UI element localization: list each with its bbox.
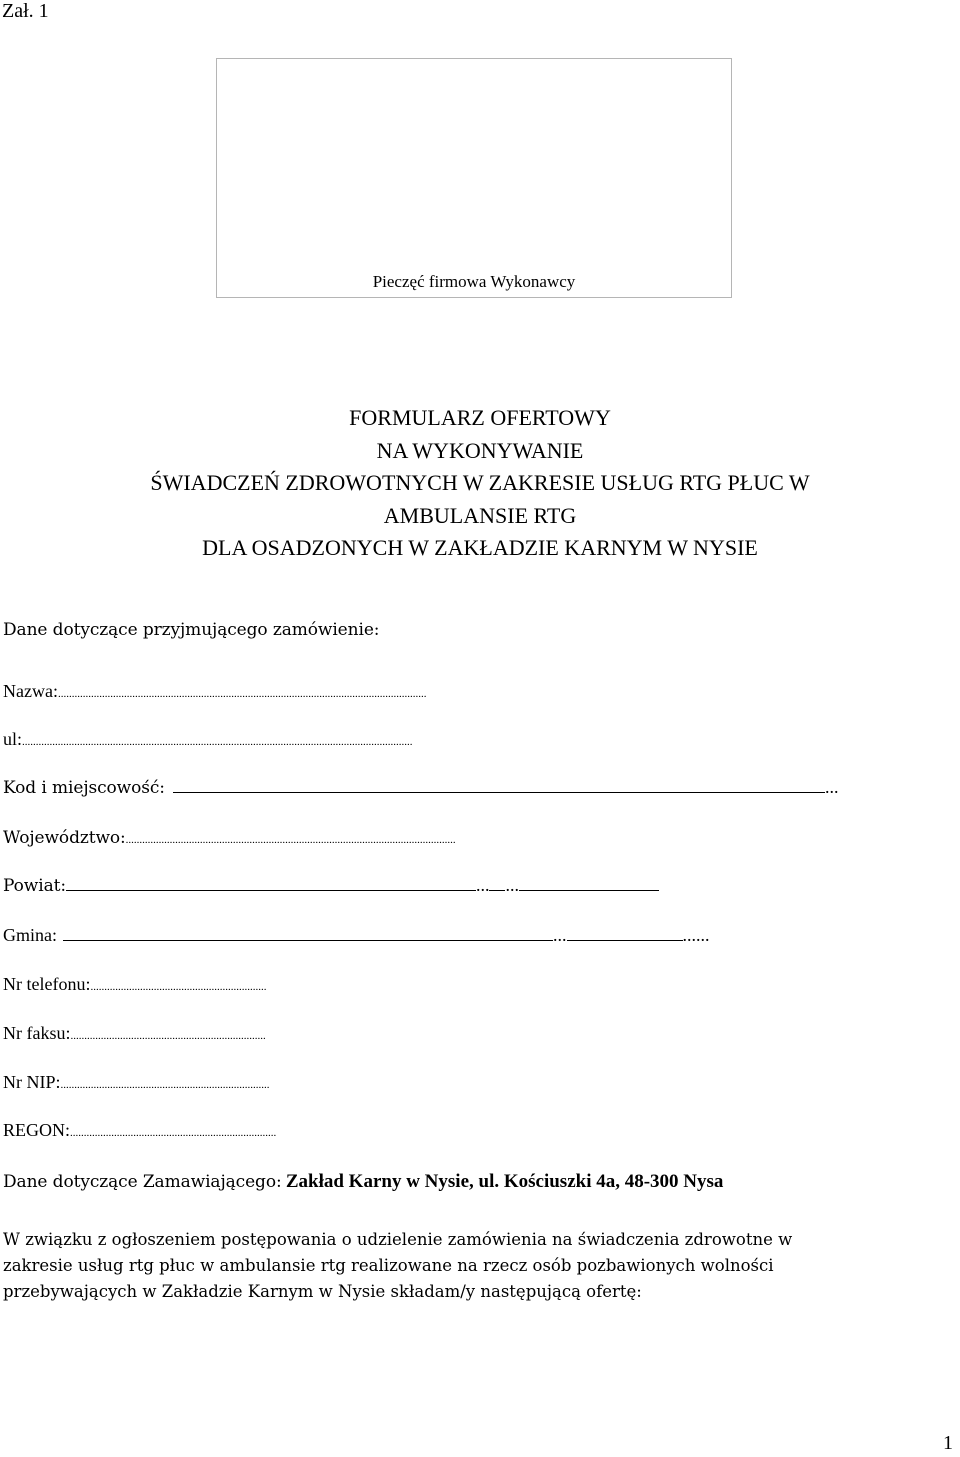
field-phone[interactable]: [3, 973, 266, 998]
title-line: AMBULANSIE RTG: [383, 502, 577, 528]
ordering-party: [3, 1171, 723, 1193]
field-nip[interactable]: [3, 1071, 270, 1096]
company-stamp-box: [216, 58, 732, 298]
contractor-heading: Dane dotyczące przyjmującego zamówienie:: [3, 620, 380, 640]
field-fax[interactable]: [3, 1022, 266, 1047]
form-title: [0, 402, 960, 565]
field-phone-label: Nr telefonu:: [3, 974, 91, 994]
field-county-label: Powiat:: [3, 876, 66, 896]
field-postal-city-label: Kod i miejscowość:: [3, 778, 165, 798]
field-postal-city-tail: ...: [824, 777, 839, 797]
field-commune[interactable]: [3, 924, 710, 946]
company-stamp-label: Pieczęć firmowa Wykonawcy: [372, 272, 576, 291]
field-county-line-2: [489, 876, 505, 891]
field-postal-city-line: [173, 778, 825, 793]
field-fax-dots: .......................................................................: [70, 1030, 266, 1042]
field-name-label: Nazwa:: [3, 681, 58, 701]
field-county-tail: ...: [505, 875, 519, 895]
field-commune-mid: ...: [553, 925, 567, 945]
field-regon[interactable]: [3, 1119, 276, 1144]
page-number: 1: [943, 1432, 953, 1454]
field-commune-line-2: [567, 926, 683, 941]
attachment-label: Zał. 1: [2, 0, 49, 22]
field-county-line-1: [66, 876, 476, 891]
field-street-label: ul:: [3, 729, 23, 749]
field-name[interactable]: [3, 680, 426, 705]
field-regon-dots: ...........................................................................: [70, 1127, 277, 1139]
field-regon-label: REGON:: [3, 1120, 70, 1140]
field-name-dots: ......................................................................................................................................: [57, 688, 427, 700]
field-county-mid: ...: [475, 875, 490, 895]
paragraph-line: przebywających w Zakładzie Karnym w Nysie składam/y następującą ofertę:: [3, 1282, 642, 1301]
field-nip-label: Nr NIP:: [3, 1072, 61, 1092]
title-line: ŚWIADCZEŃ ZDROWOTNYCH W ZAKRESIE USŁUG RTG PŁUC W: [150, 470, 810, 495]
field-street-dots: ..............................................................................................................................................: [22, 736, 413, 748]
field-nip-dots: ............................................................................: [60, 1079, 270, 1091]
ordering-party-label: Dane dotyczące Zamawiającego:: [3, 1172, 282, 1192]
field-commune-tail: ......: [682, 925, 710, 945]
field-commune-line-1: [63, 926, 553, 941]
title-line: DLA OSADZONYCH W ZAKŁADZIE KARNYM W NYSIE: [202, 535, 758, 560]
field-county-line-3: [519, 876, 659, 891]
field-phone-dots: ................................................................: [90, 981, 267, 993]
field-voivodeship-label: Województwo:: [3, 828, 126, 848]
paragraph-line: zakresie usług rtg płuc w ambulansie rtg realizowane na rzecz osób pozbawionych wolności: [3, 1256, 774, 1275]
title-line: NA WYKONYWANIE: [376, 437, 584, 463]
field-voivodeship[interactable]: [3, 826, 456, 851]
paragraph-line: W związku z ogłoszeniem postępowania o udzielenie zamówienia na świadczenia zdrowotne w: [3, 1230, 793, 1249]
title-line: FORMULARZ OFERTOWY: [349, 405, 611, 430]
field-voivodeship-dots: ........................................................................................................................: [125, 834, 456, 846]
field-county[interactable]: [3, 874, 659, 897]
intro-paragraph: [3, 1227, 883, 1305]
field-street[interactable]: [3, 728, 413, 753]
field-commune-label: Gmina:: [3, 925, 57, 945]
ordering-party-value: Zakład Karny w Nysie, ul. Kościuszki 4a, 48-300 Nysa: [285, 1171, 724, 1192]
field-postal-city[interactable]: [3, 776, 838, 799]
field-fax-label: Nr faksu:: [3, 1023, 71, 1043]
